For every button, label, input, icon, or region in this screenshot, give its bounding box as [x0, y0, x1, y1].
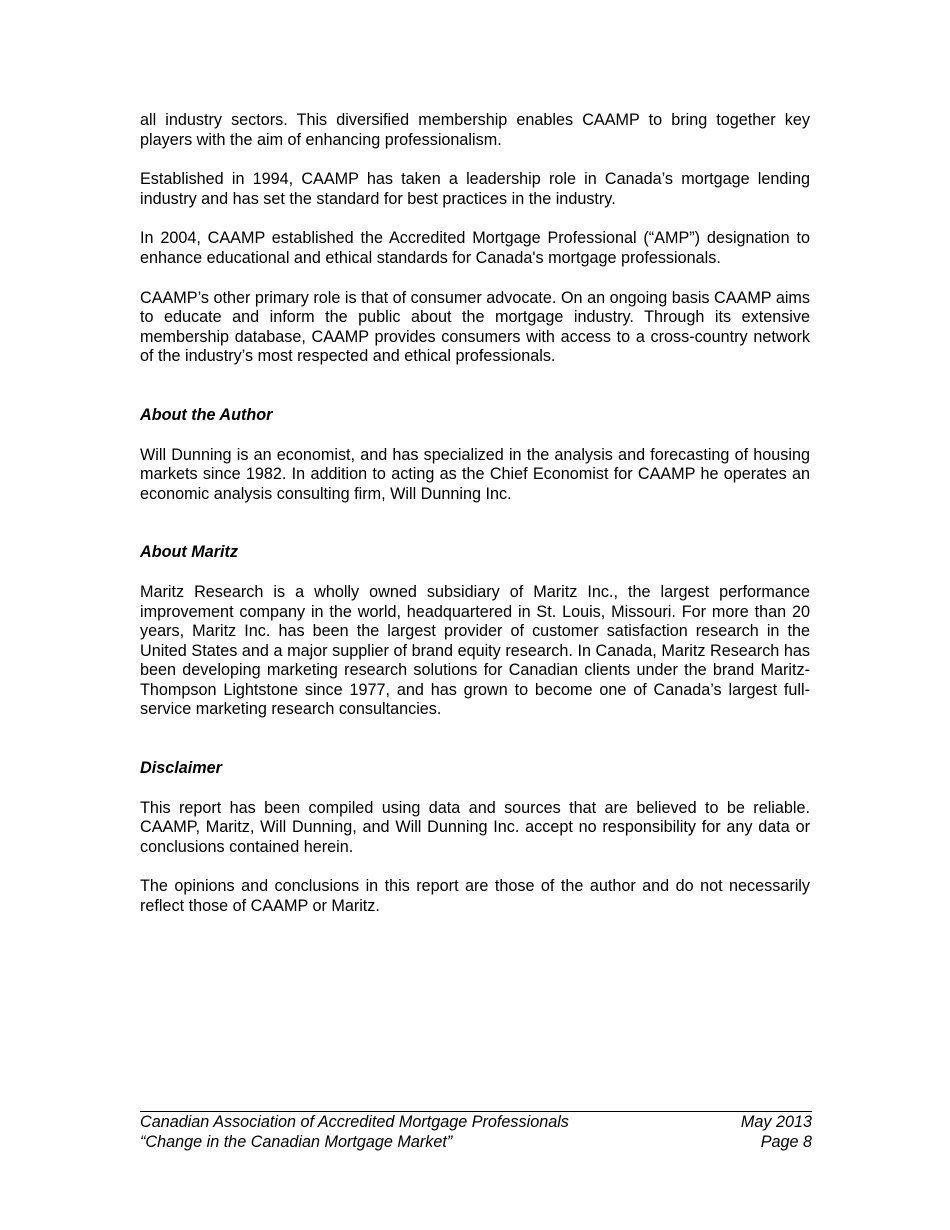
disclaimer-paragraph-1: This report has been compiled using data and sources that are believed to be reliable. CAAMP, Maritz, Will Dunning, and Will Dunning Inc. accept no responsibility for any data or conclusions contained herein.: [140, 798, 810, 856]
footer-date: May 2013: [740, 1113, 812, 1131]
page-footer: [140, 1111, 812, 1152]
intro-paragraph-2: Established in 1994, CAAMP has taken a leadership role in Canada’s mortgage lending industry and has set the standard for best practices in the industry.: [140, 170, 810, 208]
document-body: [140, 111, 810, 917]
footer-report-title: “Change in the Canadian Mortgage Market”: [140, 1132, 453, 1151]
footer-organization: Canadian Association of Accredited Mortgage Professionals: [140, 1113, 569, 1131]
about-maritz-paragraph: Maritz Research is a wholly owned subsidiary of Maritz Inc., the largest performance improvement company in the world, headquartered in St. Louis, Missouri. For more than 20 years, Maritz Inc. has been the largest provider of customer satisfaction research in the United States and a major supplier of brand equity research. In Canada, Maritz Research has been developing marketing research solutions for Canadian clients under the brand Maritz-Thompson Lightstone since 1977, and has grown to become one of Canada’s largest full-service marketing research consultancies.: [140, 582, 810, 719]
disclaimer-heading: Disclaimer: [140, 759, 222, 778]
about-author-paragraph: Will Dunning is an economist, and has specialized in the analysis and forecasting of housing markets since 1982. In addition to acting as the Chief Economist for CAAMP he operates an economic analysis consulting firm, Will Dunning Inc.: [140, 445, 810, 503]
footer-row-1: [140, 1113, 812, 1133]
about-maritz-heading: About Maritz: [140, 543, 239, 562]
disclaimer-paragraph-2: The opinions and conclusions in this report are those of the author and do not necessarily reflect those of CAAMP or Maritz.: [140, 877, 810, 916]
footer-row-2: [140, 1133, 812, 1153]
intro-paragraph-3: In 2004, CAAMP established the Accredited Mortgage Professional (“AMP”) designation to enhance educational and ethical standards for Canada's mortgage professionals.: [140, 229, 810, 267]
footer-page-number: Page 8: [760, 1132, 812, 1151]
intro-paragraph-1: all industry sectors. This diversified membership enables CAAMP to bring together key players with the aim of enhancing professionalism.: [140, 111, 810, 149]
about-author-heading: About the Author: [140, 405, 273, 424]
intro-paragraph-4: CAAMP’s other primary role is that of consumer advocate. On an ongoing basis CAAMP aims to educate and inform the public about the mortgage industry. Through its extensive membership database, CAAMP provides consumers with access to a cross-country network of the industry’s most respected and ethical professionals.: [140, 288, 810, 366]
